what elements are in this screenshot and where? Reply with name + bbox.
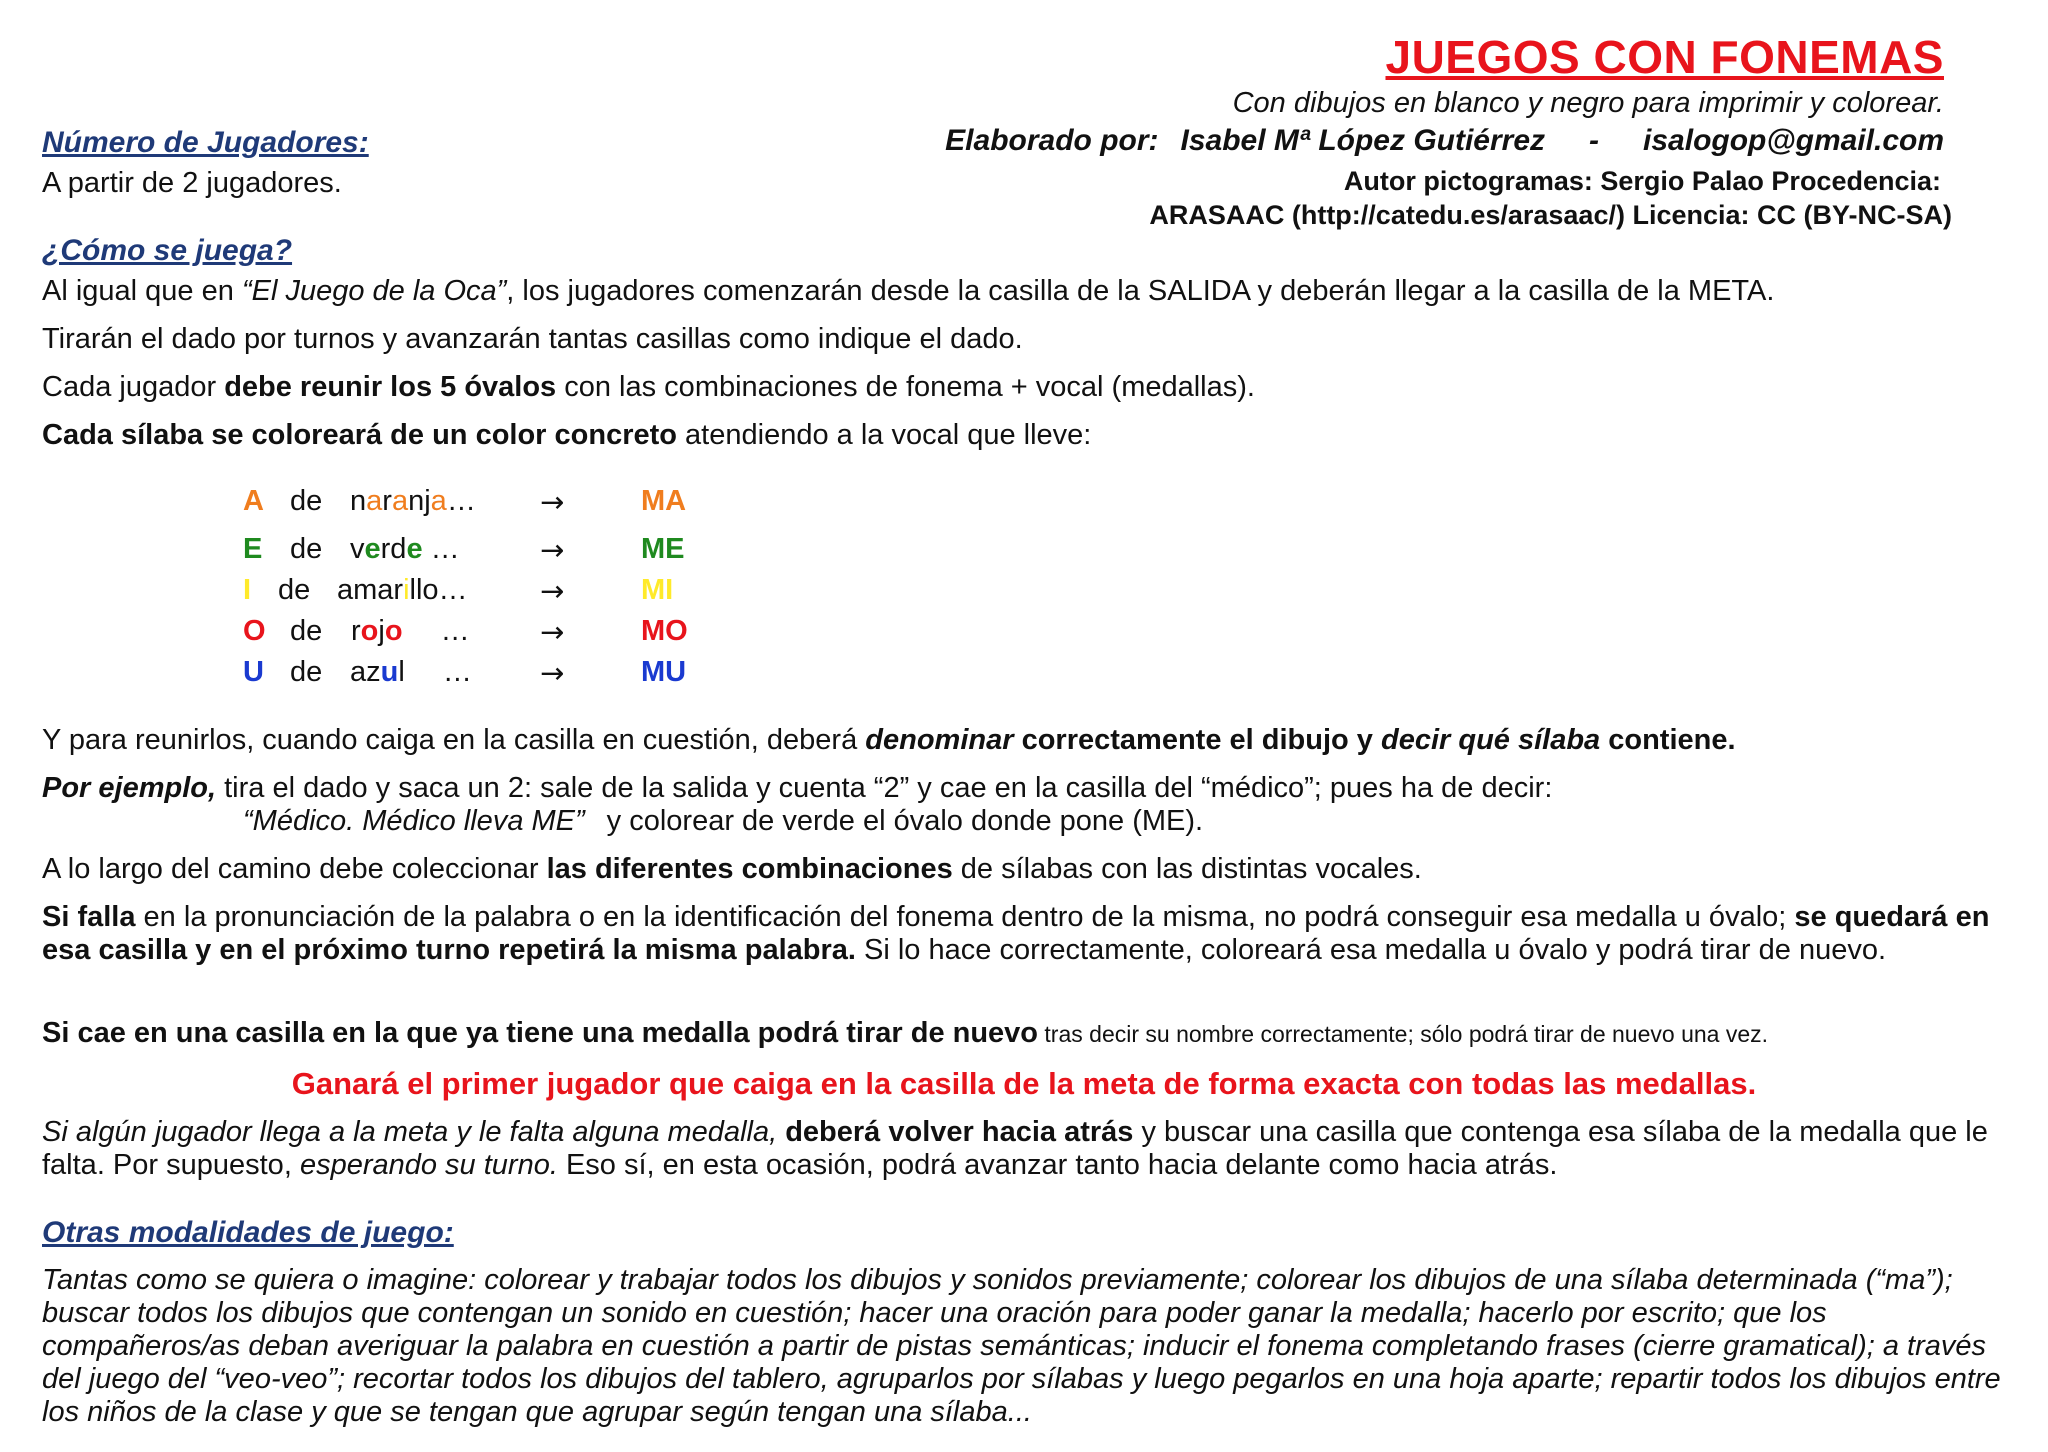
rule-paragraph-10: Si algún jugador llega a la meta y le falta alguna medalla, deberá volver hacia atrás y buscar una casilla que contenga esa sílaba de la medalla que le falta. Por supuesto, esperando su turno. Eso sí, en esta ocasión, podrá avanzar tanto hacia delante como hacia atrás. — [42, 1116, 1988, 1181]
document-subtitle: Con dibujos en blanco y negro para imprimir y colorear. — [1232, 87, 1944, 119]
credits-line-1: Autor pictogramas: Sergio Palao Procedencia: — [1343, 166, 1941, 196]
rule-paragraph-3: Cada jugador debe reunir los 5 óvalos con las combinaciones de fonema + vocal (medallas). — [42, 371, 1255, 403]
players-heading: Número de Jugadores: — [42, 126, 369, 159]
rule-paragraph-8: Si falla en la pronunciación de la palabra o en la identificación del fonema dentro de la misma, no podrá conseguir esa medalla u óvalo; se quedará en esa casilla y en el próximo turno repetirá la misma palabra. Si lo hace correctamente, coloreará esa medalla u óvalo y podrá tirar de nuevo. — [42, 901, 1990, 966]
syllable-label: MI — [641, 574, 674, 606]
vowel-letter: E — [243, 533, 263, 565]
rule-paragraph-7: A lo largo del camino debe coleccionar las diferentes combinaciones de sílabas con las distintas vocales. — [42, 853, 1422, 885]
syllable-label: MA — [641, 485, 687, 517]
vowel-example-word: verde … — [350, 533, 460, 565]
vowel-de: de — [290, 615, 323, 647]
vowel-letter: U — [243, 656, 264, 688]
rule-paragraph-4: Cada sílaba se coloreará de un color concreto atendiendo a la vocal que lleve: — [42, 419, 1092, 451]
rule-paragraph-1: Al igual que en “El Juego de la Oca”, los jugadores comenzarán desde la casilla de la SALIDA y deberán llegar a la casilla de la META. — [42, 275, 1775, 307]
other-modes-text: Tantas como se quiera o imagine: colorear y trabajar todos los dibujos y sonidos previamente; colorear los dibujos de una sílaba determinada (“ma”); buscar todos los dibujos que contengan un sonido en cuestión; hacer una oración para poder ganar la medalla; hacerlo por escrito; que los compañeros/as deban averiguar la palabra en cuestión a partir de pistas semánticas; inducir el fonema completando frases (cierre gramatical); a través del juego del “veo-veo”; recortar todos los dibujos del tablero, agruparlos por sílabas y luego pegarlos en una hoja aparte; repartir todos los dibujos entre los niños de la clase y que se tengan que agrupar según tengan una sílaba... — [42, 1264, 2001, 1428]
author-name: Isabel Mª López Gutiérrez — [1180, 124, 1546, 157]
author-byline — [945, 124, 1944, 158]
arrow-right-icon: → — [540, 533, 565, 567]
byline-label: Elaborado por: — [945, 124, 1159, 157]
document-title: JUEGOS CON FONEMAS — [1385, 31, 1944, 83]
arrow-right-icon: → — [540, 615, 565, 649]
syllable-label: ME — [641, 533, 685, 565]
vowel-example-word: rojo … — [351, 615, 470, 647]
syllable-label: MU — [641, 656, 687, 688]
players-text: A partir de 2 jugadores. — [42, 167, 342, 199]
vowel-de: de — [278, 574, 311, 606]
vowel-example-word: amarillo… — [337, 574, 468, 606]
arrow-right-icon: → — [540, 656, 565, 690]
vowel-example-word: naranja… — [350, 485, 476, 517]
winner-rule: Ganará el primer jugador que caiga en la casilla de la meta de forma exacta con todas las medallas. — [291, 1066, 1757, 1101]
rule-paragraph-5: Y para reunirlos, cuando caiga en la casilla en cuestión, deberá denominar correctamente el dibujo y decir qué sílaba contiene. — [42, 724, 1736, 756]
credits-line-2: ARASAAC (http://catedu.es/arasaac/) Licencia: CC (BY-NC-SA) — [1149, 200, 1952, 230]
example-quote-line: “Médico. Médico lleva ME” y colorear de verde el óvalo donde pone (ME). — [243, 805, 1204, 837]
example-paragraph: Por ejemplo, tira el dado y saca un 2: sale de la salida y cuenta “2” y cae en la casilla del “médico”; pues ha de decir: — [42, 772, 1553, 804]
byline-dash: - — [1589, 124, 1600, 157]
how-to-play-heading: ¿Cómo se juega? — [42, 234, 293, 267]
rule-paragraph-9: Si cae en una casilla en la que ya tiene una medalla podrá tirar de nuevo tras decir su nombre correctamente; sólo podrá tirar de nuevo una vez. — [42, 1017, 1769, 1049]
other-modes-heading: Otras modalidades de juego: — [42, 1216, 454, 1249]
arrow-right-icon: → — [540, 485, 565, 519]
vowel-de: de — [290, 533, 323, 565]
syllable-label: MO — [641, 615, 688, 647]
vowel-letter: A — [243, 485, 264, 517]
vowel-de: de — [290, 656, 323, 688]
rule-paragraph-2: Tirarán el dado por turnos y avanzarán tantas casillas como indique el dado. — [42, 323, 1023, 355]
vowel-letter: I — [243, 574, 252, 606]
vowel-letter: O — [243, 615, 266, 647]
vowel-example-word: azul … — [350, 656, 472, 688]
arrow-right-icon: → — [540, 574, 565, 608]
author-email: isalogop@gmail.com — [1643, 124, 1944, 157]
vowel-de: de — [290, 485, 323, 517]
